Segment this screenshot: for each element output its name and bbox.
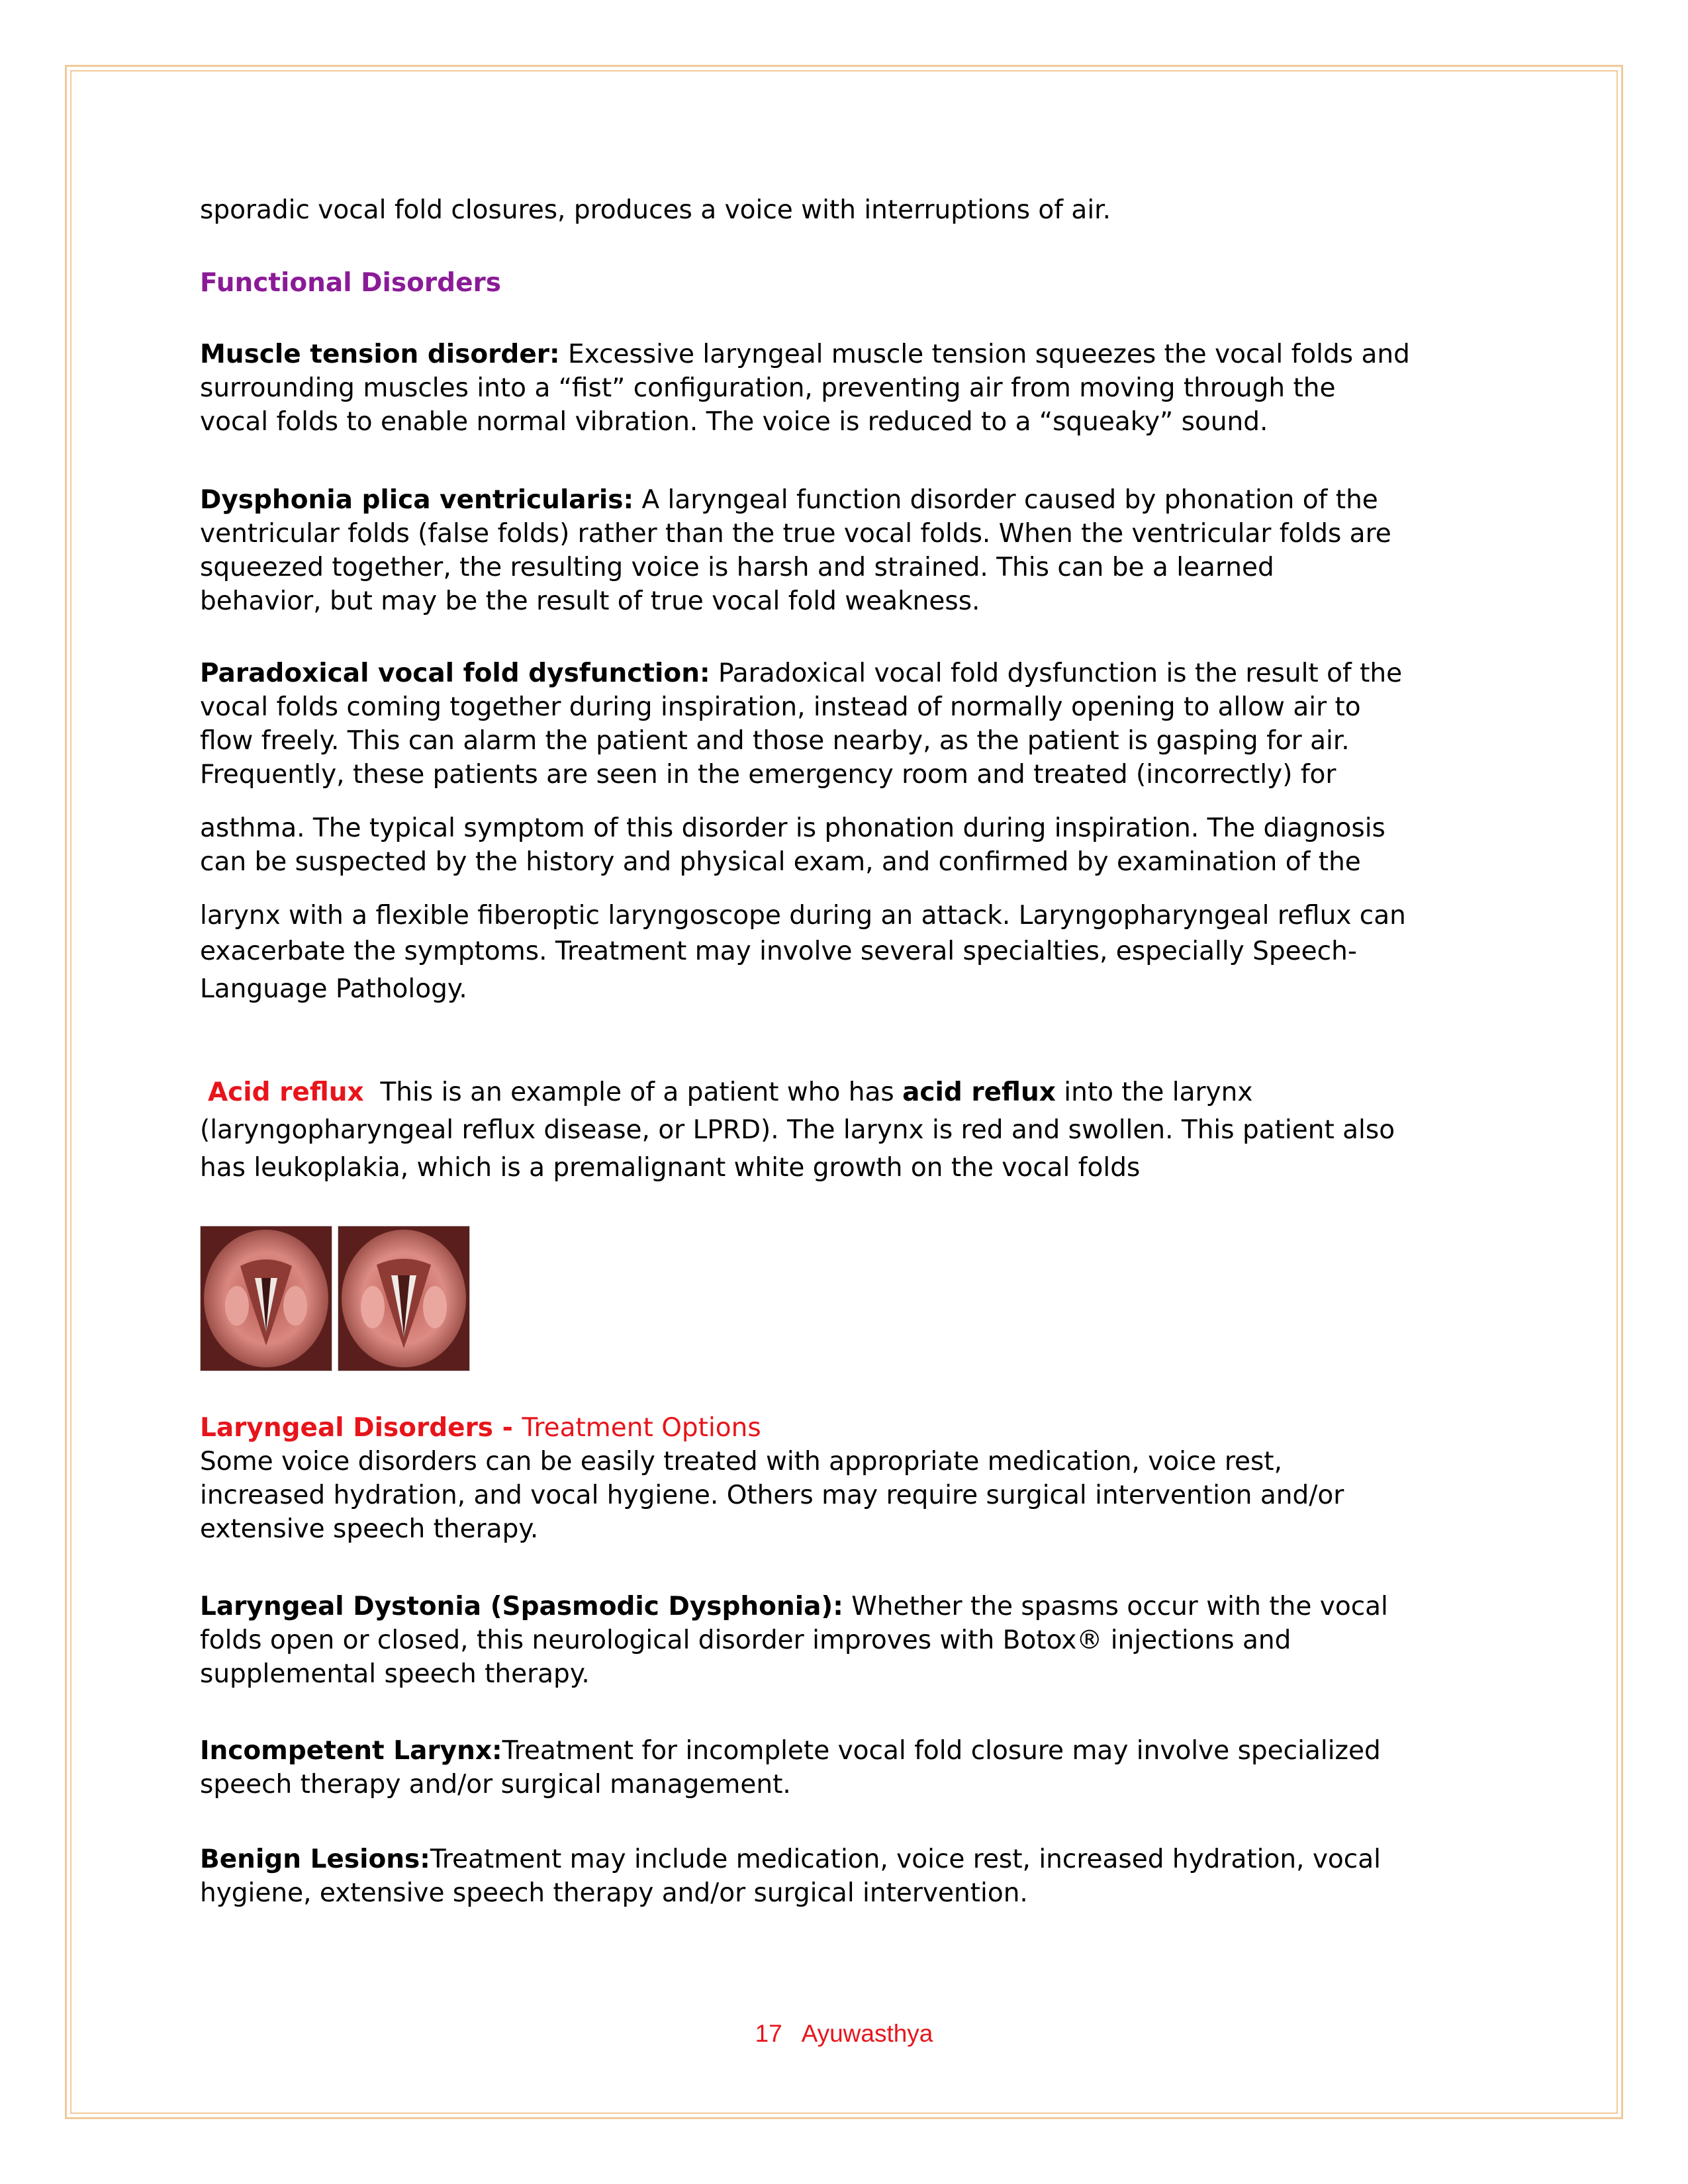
treatment-heading: Laryngeal Disorders - Treatment Options [200,1413,761,1443]
larynx-images [200,1226,470,1371]
incompetent-larynx-paragraph: Incompetent Larynx:Treatment for incomplete vocal fold closure may involve specialized speech therapy and/or surgical management. [200,1736,1381,1799]
dysphonia-paragraph: Dysphonia plica ventricularis: A laryngeal function disorder caused by phonation of the ventricular folds (false folds) rather than the true vocal folds. When the ventricular folds are squeezed together, the resulting voice is harsh and strained. This can be a learned behavior, but may be the result of true vocal fold weakness. [200,485,1391,616]
paradoxical-paragraph: Paradoxical vocal fold dysfunction: Paradoxical vocal fold dysfunction is the result of the vocal folds coming together during inspiration, instead of normally opening to allow air to flow freely. This can alarm the patient and those nearby, as the patient is gasping for air. Frequently, these patients are seen in the emergency room and treated (incorrectly) for asthma. The typical symptom of this disorder is phonation during inspiration. The diagnosis can be suspected by the history and physical exam, and confirmed by examination of the larynx with a flexible fiberoptic laryngoscope during an attack. Laryngopharyngeal reflux can exacerbate the symptoms. Treatment may involve several specialties, especially Speech- Language Pathology. [200,659,1406,1004]
term-label: Paradoxical vocal fold dysfunction: [200,659,710,688]
term-label: Benign Lesions: [200,1844,430,1874]
intro-line: sporadic vocal fold closures, produces a voice with interruptions of air. [200,195,1111,225]
larynx-photo-2 [338,1226,470,1371]
term-label: Dysphonia plica ventricularis: [200,485,634,515]
acid-reflux-paragraph: Acid reflux This is an example of a patient who has acid reflux into the larynx (laryngopharyngeal reflux disease, or LPRD). The larynx is red and swollen. This patient also has leukoplakia, which is a premalignant white growth on the vocal folds [200,1077,1395,1183]
larynx-photo-1 [200,1226,332,1371]
functional-disorders-heading: Functional Disorders [200,268,501,298]
page-footer: 17 Ayuwasthya [755,2020,933,2047]
treatment-options-paragraph: Laryngeal Disorders - Treatment Options Some voice disorders can be easily treated with appropriate medication, voice rest, increased hydration, and vocal hygiene. Others may require surgical intervention and/or extensive speech therapy. [200,1411,1344,1546]
term-label: Laryngeal Dystonia (Spasmodic Dysphonia): [200,1592,843,1621]
term-label: Incompetent Larynx: [200,1736,502,1766]
benign-lesions-paragraph: Benign Lesions:Treatment may include medication, voice rest, increased hydration, vocal hygiene, extensive speech therapy and/or surgical intervention. [200,1844,1381,1908]
dystonia-paragraph: Laryngeal Dystonia (Spasmodic Dysphonia): Whether the spasms occur with the vocal folds open or closed, this neurological disorder improves with Botox® injections and supplemental speech therapy. [200,1592,1388,1689]
acid-reflux-label: Acid reflux [208,1077,364,1107]
term-label: Muscle tension disorder: [200,340,560,369]
muscle-tension-paragraph: Muscle tension disorder: Excessive laryngeal muscle tension squeezes the vocal folds and surrounding muscles into a “fist” configuration, preventing air from moving through the vocal folds to enable normal vibration. The voice is reduced to a “squeaky” sound. [200,340,1410,437]
